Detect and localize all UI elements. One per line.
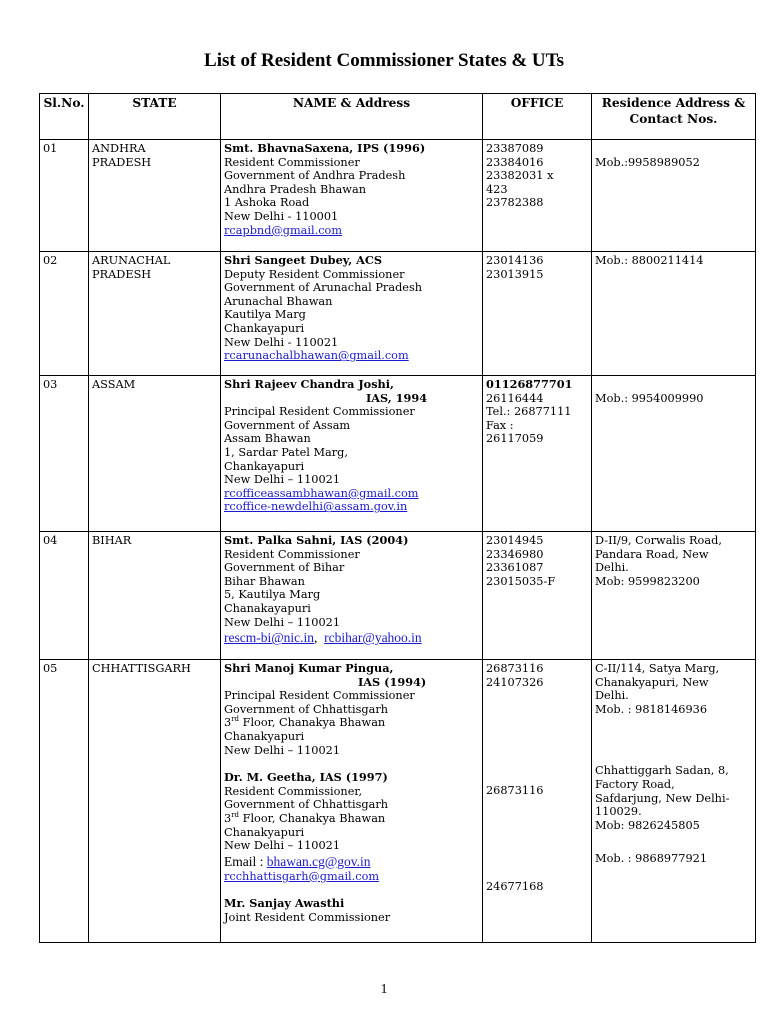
person-service: IAS, 1994 xyxy=(366,390,428,405)
person-name: Shri Rajeev Chandra Joshi, xyxy=(224,377,394,391)
person-name: Shri Sangeet Dubey, ACS xyxy=(224,253,383,267)
email-link[interactable]: rcbihar@yahoo.in xyxy=(324,630,422,646)
cell-residence: C-II/114, Satya Marg, Chanakyapuri, New Delhi. Mob. : 9818146936 Chhattiggarh Sadan, 8, Factory Road, Safdarjung, New Delhi- 110029. Mob: 9826245805 Mob. : 9868977921 xyxy=(592,660,756,943)
cell-name-address: Shri Manoj Kumar Pingua, IAS (1994) Principal Resident Commissioner Government of Chhattisgarh 3rd Floor, Chanakya Bhawan Chanakyapuri New Delhi – 110021 Dr. M. Geetha, IAS (1997) Resident Commissioner, Government of Chhattisgarh 3rd Floor, Chanakya Bhawan Chanakyapuri New Delhi – 110021 Email : bhawan.cg@gov.in rcchhattisgarh@gmail.com Mr. Sanjay Awasthi Joint Resident Commissioner xyxy=(221,660,483,943)
cell-office: 01126877701 26116444 Tel.: 26877111 Fax : 26117059 xyxy=(483,376,592,532)
cell-name-address: Smt. Palka Sahni, IAS (2004) Resident Commissioner Government of Bihar Bihar Bhawan 5, Kautilya Marg Chanakayapuri New Delhi – 110021 rescm-bi@nic.in, rcbihar@yahoo.in xyxy=(221,532,483,660)
cell-state: ANDHRA PRADESH xyxy=(89,140,221,252)
header-state: STATE xyxy=(89,94,221,140)
cell-residence: Mob.:9958989052 xyxy=(592,140,756,252)
cell-office: 26873116 24107326 26873116 24677168 xyxy=(483,660,592,943)
table-row xyxy=(40,376,756,532)
cell-slno: 02 xyxy=(40,252,89,376)
cell-residence: Mob.: 8800211414 xyxy=(592,252,756,376)
person-name: Smt. Palka Sahni, IAS (2004) xyxy=(224,533,409,547)
cell-name-address: Shri Sangeet Dubey, ACS Deputy Resident Commissioner Government of Arunachal Pradesh Arunachal Bhawan Kautilya Marg Chankayapuri New Delhi - 110021 rcarunachalbhawan@gmail.com xyxy=(221,252,483,376)
cell-slno: 01 xyxy=(40,140,89,252)
cell-name-address: Shri Rajeev Chandra Joshi, IAS, 1994 Principal Resident Commissioner Government of Assam Assam Bhawan 1, Sardar Patel Marg, Chankayapuri New Delhi – 110021 rcofficeassambhawan@gmail.com rcoffice-newdelhi@assam.gov.in xyxy=(221,376,483,532)
email-link[interactable]: rescm-bi@nic.in xyxy=(224,630,315,646)
page-title: List of Resident Commissioner States & UTs xyxy=(204,50,564,71)
email-link[interactable]: rcchhattisgarh@gmail.com xyxy=(224,869,380,883)
cell-residence: Mob.: 9954009990 xyxy=(592,376,756,532)
email-label: Email : xyxy=(224,853,267,869)
header-residence: Residence Address & Contact Nos. xyxy=(592,94,756,140)
cell-state: CHHATTISGARH xyxy=(89,660,221,943)
cell-state: BIHAR xyxy=(89,532,221,660)
header-office: OFFICE xyxy=(483,94,592,140)
person-name: Smt. BhavnaSaxena, IPS (1996) xyxy=(224,141,426,155)
cell-slno: 05 xyxy=(40,660,89,943)
commissioner-table xyxy=(39,93,756,943)
page-number: 1 xyxy=(380,982,388,997)
cell-name-address: Smt. BhavnaSaxena, IPS (1996) Resident Commissioner Government of Andhra Pradesh Andhra Pradesh Bhawan 1 Ashoka Road New Delhi - 110001 rcapbnd@gmail.com xyxy=(221,140,483,252)
email-link[interactable]: rcofficeassambhawan@gmail.com xyxy=(224,486,419,500)
email-link[interactable]: rcapbnd@gmail.com xyxy=(224,223,343,237)
table-row xyxy=(40,252,756,376)
email-link[interactable]: rcarunachalbhawan@gmail.com xyxy=(224,349,409,363)
table-header-row xyxy=(40,94,756,140)
table-row xyxy=(40,660,756,943)
cell-office: 23014136 23013915 xyxy=(483,252,592,376)
table-row xyxy=(40,532,756,660)
header-name: NAME & Address xyxy=(221,94,483,140)
cell-residence: D-II/9, Corwalis Road, Pandara Road, New Delhi. Mob: 9599823200 xyxy=(592,532,756,660)
cell-slno: 04 xyxy=(40,532,89,660)
cell-slno: 03 xyxy=(40,376,89,532)
cell-office: 23014945 23346980 23361087 23015035-F xyxy=(483,532,592,660)
cell-state: ASSAM xyxy=(89,376,221,532)
cell-office: 23387089 23384016 23382031 x 423 23782388 xyxy=(483,140,592,252)
email-link[interactable]: bhawan.cg@gov.in xyxy=(266,853,371,869)
header-slno: Sl.No. xyxy=(40,94,89,140)
person-name: Mr. Sanjay Awasthi xyxy=(224,896,345,911)
table-row xyxy=(40,140,756,252)
email-link[interactable]: rcoffice-newdelhi@assam.gov.in xyxy=(224,500,408,514)
person-service: IAS (1994) xyxy=(358,674,427,689)
person-name: Dr. M. Geetha, IAS (1997) xyxy=(224,770,388,785)
cell-state: ARUNACHAL PRADESH xyxy=(89,252,221,376)
person-name: Shri Manoj Kumar Pingua, xyxy=(224,661,394,675)
